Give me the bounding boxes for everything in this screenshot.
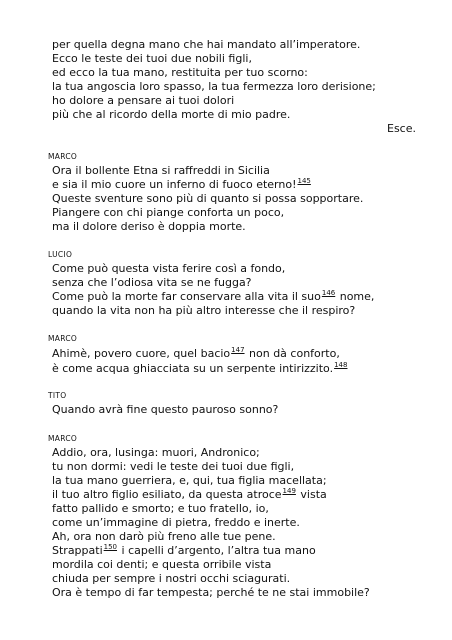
verse-line <box>52 488 327 502</box>
verse-line: chiuda per sempre i nostri occhi sciagurati. <box>52 572 291 585</box>
verse-text: e sia il mio cuore un inferno di fuoco eterno! <box>52 178 297 191</box>
verse-line: ma il dolore deriso è doppia morte. <box>52 220 246 233</box>
speaker-name: MARCO <box>48 334 78 343</box>
verse-line: Ora il bollente Etna si raffreddi in Sicilia <box>52 164 270 177</box>
verse-line: Ah, ora non darò più freno alle tue pene. <box>52 530 276 543</box>
footnote-ref[interactable]: 149 <box>282 487 296 495</box>
footnote-ref[interactable]: 147 <box>231 346 245 354</box>
verse-line: fatto pallido e smorto; e tuo fratello, io, <box>52 502 269 515</box>
speaker-name: LUCIO <box>48 250 73 259</box>
verse-line: per quella degna mano che hai mandato all’imperatore. <box>52 38 361 51</box>
verse-line: quando la vita non ha più altro interesse che il respiro? <box>52 304 356 317</box>
verse-text: Strappati <box>52 544 103 557</box>
verse-line: come un’immagine di pietra, freddo e inerte. <box>52 516 300 529</box>
verse-line: ho dolore a pensare ai tuoi dolori <box>52 94 235 107</box>
verse-text: vista <box>296 488 327 501</box>
verse-line: senza che l’odiosa vita se ne fugga? <box>52 276 252 289</box>
verse-line <box>52 544 316 558</box>
verse-line: Ora è tempo di far tempesta; perché te ne stai immobile? <box>52 586 370 599</box>
footnote-ref[interactable]: 150 <box>103 543 118 551</box>
verse-line: Queste sventure sono più di quanto si possa sopportare. <box>52 192 364 205</box>
speaker-name: TITO <box>48 391 67 400</box>
speaker-name: MARCO <box>48 152 78 161</box>
verse-text: Come può la morte far conservare alla vita il suo <box>52 290 321 303</box>
verse-line: la tua mano guerriera, e, qui, tua figlia macellata; <box>52 474 327 487</box>
footnote-ref[interactable]: 148 <box>334 361 348 369</box>
verse-line: Piangere con chi piange conforta un poco, <box>52 206 285 219</box>
verse-line: ed ecco la tua mano, restituita per tuo scorno: <box>52 66 308 79</box>
verse-line: mordila coi denti; e questa orribile vista <box>52 558 272 571</box>
verse-text: è come acqua ghiacciata su un serpente intirizzito. <box>52 362 334 375</box>
verse-text: Ahimè, povero cuore, quel bacio <box>52 347 231 360</box>
verse-line: tu non dormi: vedi le teste dei tuoi due figli, <box>52 460 295 473</box>
verse-line <box>52 178 312 192</box>
verse-line: più che al ricordo della morte di mio padre. <box>52 108 291 121</box>
verse-line <box>52 290 374 304</box>
verse-line <box>52 347 340 361</box>
verse-text: non dà conforto, <box>245 347 340 360</box>
speaker-name: MARCO <box>48 434 78 443</box>
verse-line: Addio, ora, lusinga: muori, Andronico; <box>52 446 260 459</box>
verse-line <box>52 362 348 376</box>
verse-line: Come può questa vista ferire così a fondo, <box>52 262 286 275</box>
verse-text: i capelli d’argento, l’altra tua mano <box>118 544 316 557</box>
verse-text: nome, <box>336 290 375 303</box>
verse-line: la tua angoscia loro spasso, la tua fermezza loro derisione; <box>52 80 376 93</box>
verse-line: Quando avrà fine questo pauroso sonno? <box>52 403 279 416</box>
footnote-ref[interactable]: 145 <box>297 177 311 185</box>
stage-direction: Esce. <box>387 122 416 135</box>
verse-line: Ecco le teste dei tuoi due nobili figli, <box>52 52 252 65</box>
footnote-ref[interactable]: 146 <box>321 289 336 297</box>
verse-text: il tuo altro figlio esiliato, da questa atroce <box>52 488 282 501</box>
